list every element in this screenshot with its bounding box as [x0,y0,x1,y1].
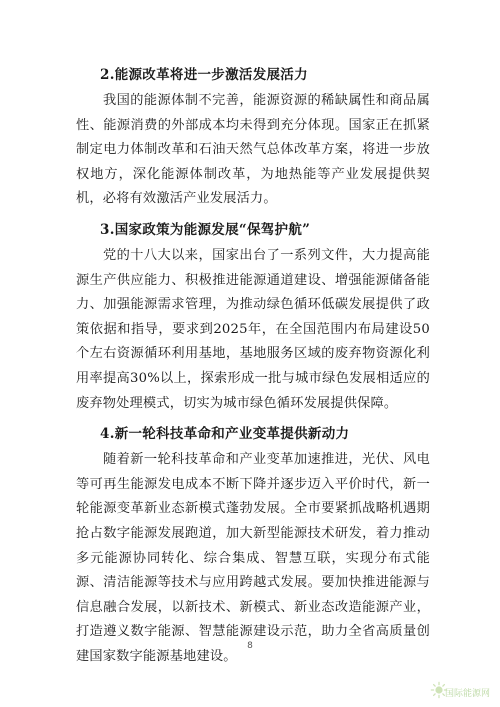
section-paragraph: 随着新一轮科技革命和产业变革加速推进，光伏、风电等可再生能源发电成本不断下降并逐步迈入平价时代，新一轮能源变革新业态新模式蓬勃发展。全市要紧抓战略机遇期抢占数字能源发展跑道，加大新型能源技术研发，着力推动多元能源协同转化、综合集成、智慧互联，实现分布式能源、清洁能源等技术与应用跨越式发展。要加快推进能源与信息融合发展，以新技术、新模式、新业态改造能源产业，打造遵义数字能源、智慧能源建设示范，助力全省高质量创建国家数字能源基地建设。 [76,452,430,664]
section-paragraph: 我国的能源体制不完善，能源资源的稀缺属性和商品属性、能源消费的外部成本均未得到充分体现。国家正在抓紧制定电力体制改革和石油天然气总体改革方案，将进一步放权地方，深化能源体制改革，为地热能等产业发展提供契机，必将有效激活产业发展活力。 [76,93,430,207]
section-heading: 3.国家政策为能源发展“保驾护航” [100,221,311,238]
watermark-text: 国际能源网 [444,689,490,699]
page-number: 8 [247,641,253,651]
watermark [430,675,490,701]
section-paragraph: 党的十八大以来，国家出台了一系列文件，大力提高能源生产供应能力、积极推进能源通道建设、增强能源储备能力、加强能源需求管理，为推动绿色循环低碳发展提供了政策依据和指导，要求到2025年，在全国范围内布局建设50个左右资源循环利用基地，基地服务区域的废弃物资源化利用率提高30%以上，探索形成一批与城市绿色发展相适应的废弃物处理模式，切实为城市绿色循环发展提供保障。 [76,247,430,411]
section-heading: 2.能源改革将进一步激活发展活力 [100,67,308,83]
document-body [76,63,430,675]
section-4 [76,422,430,669]
section-2 [76,63,430,212]
section-3 [76,218,430,416]
section-heading: 4.新一轮科技革命和产业变革提供新动力 [100,426,350,443]
